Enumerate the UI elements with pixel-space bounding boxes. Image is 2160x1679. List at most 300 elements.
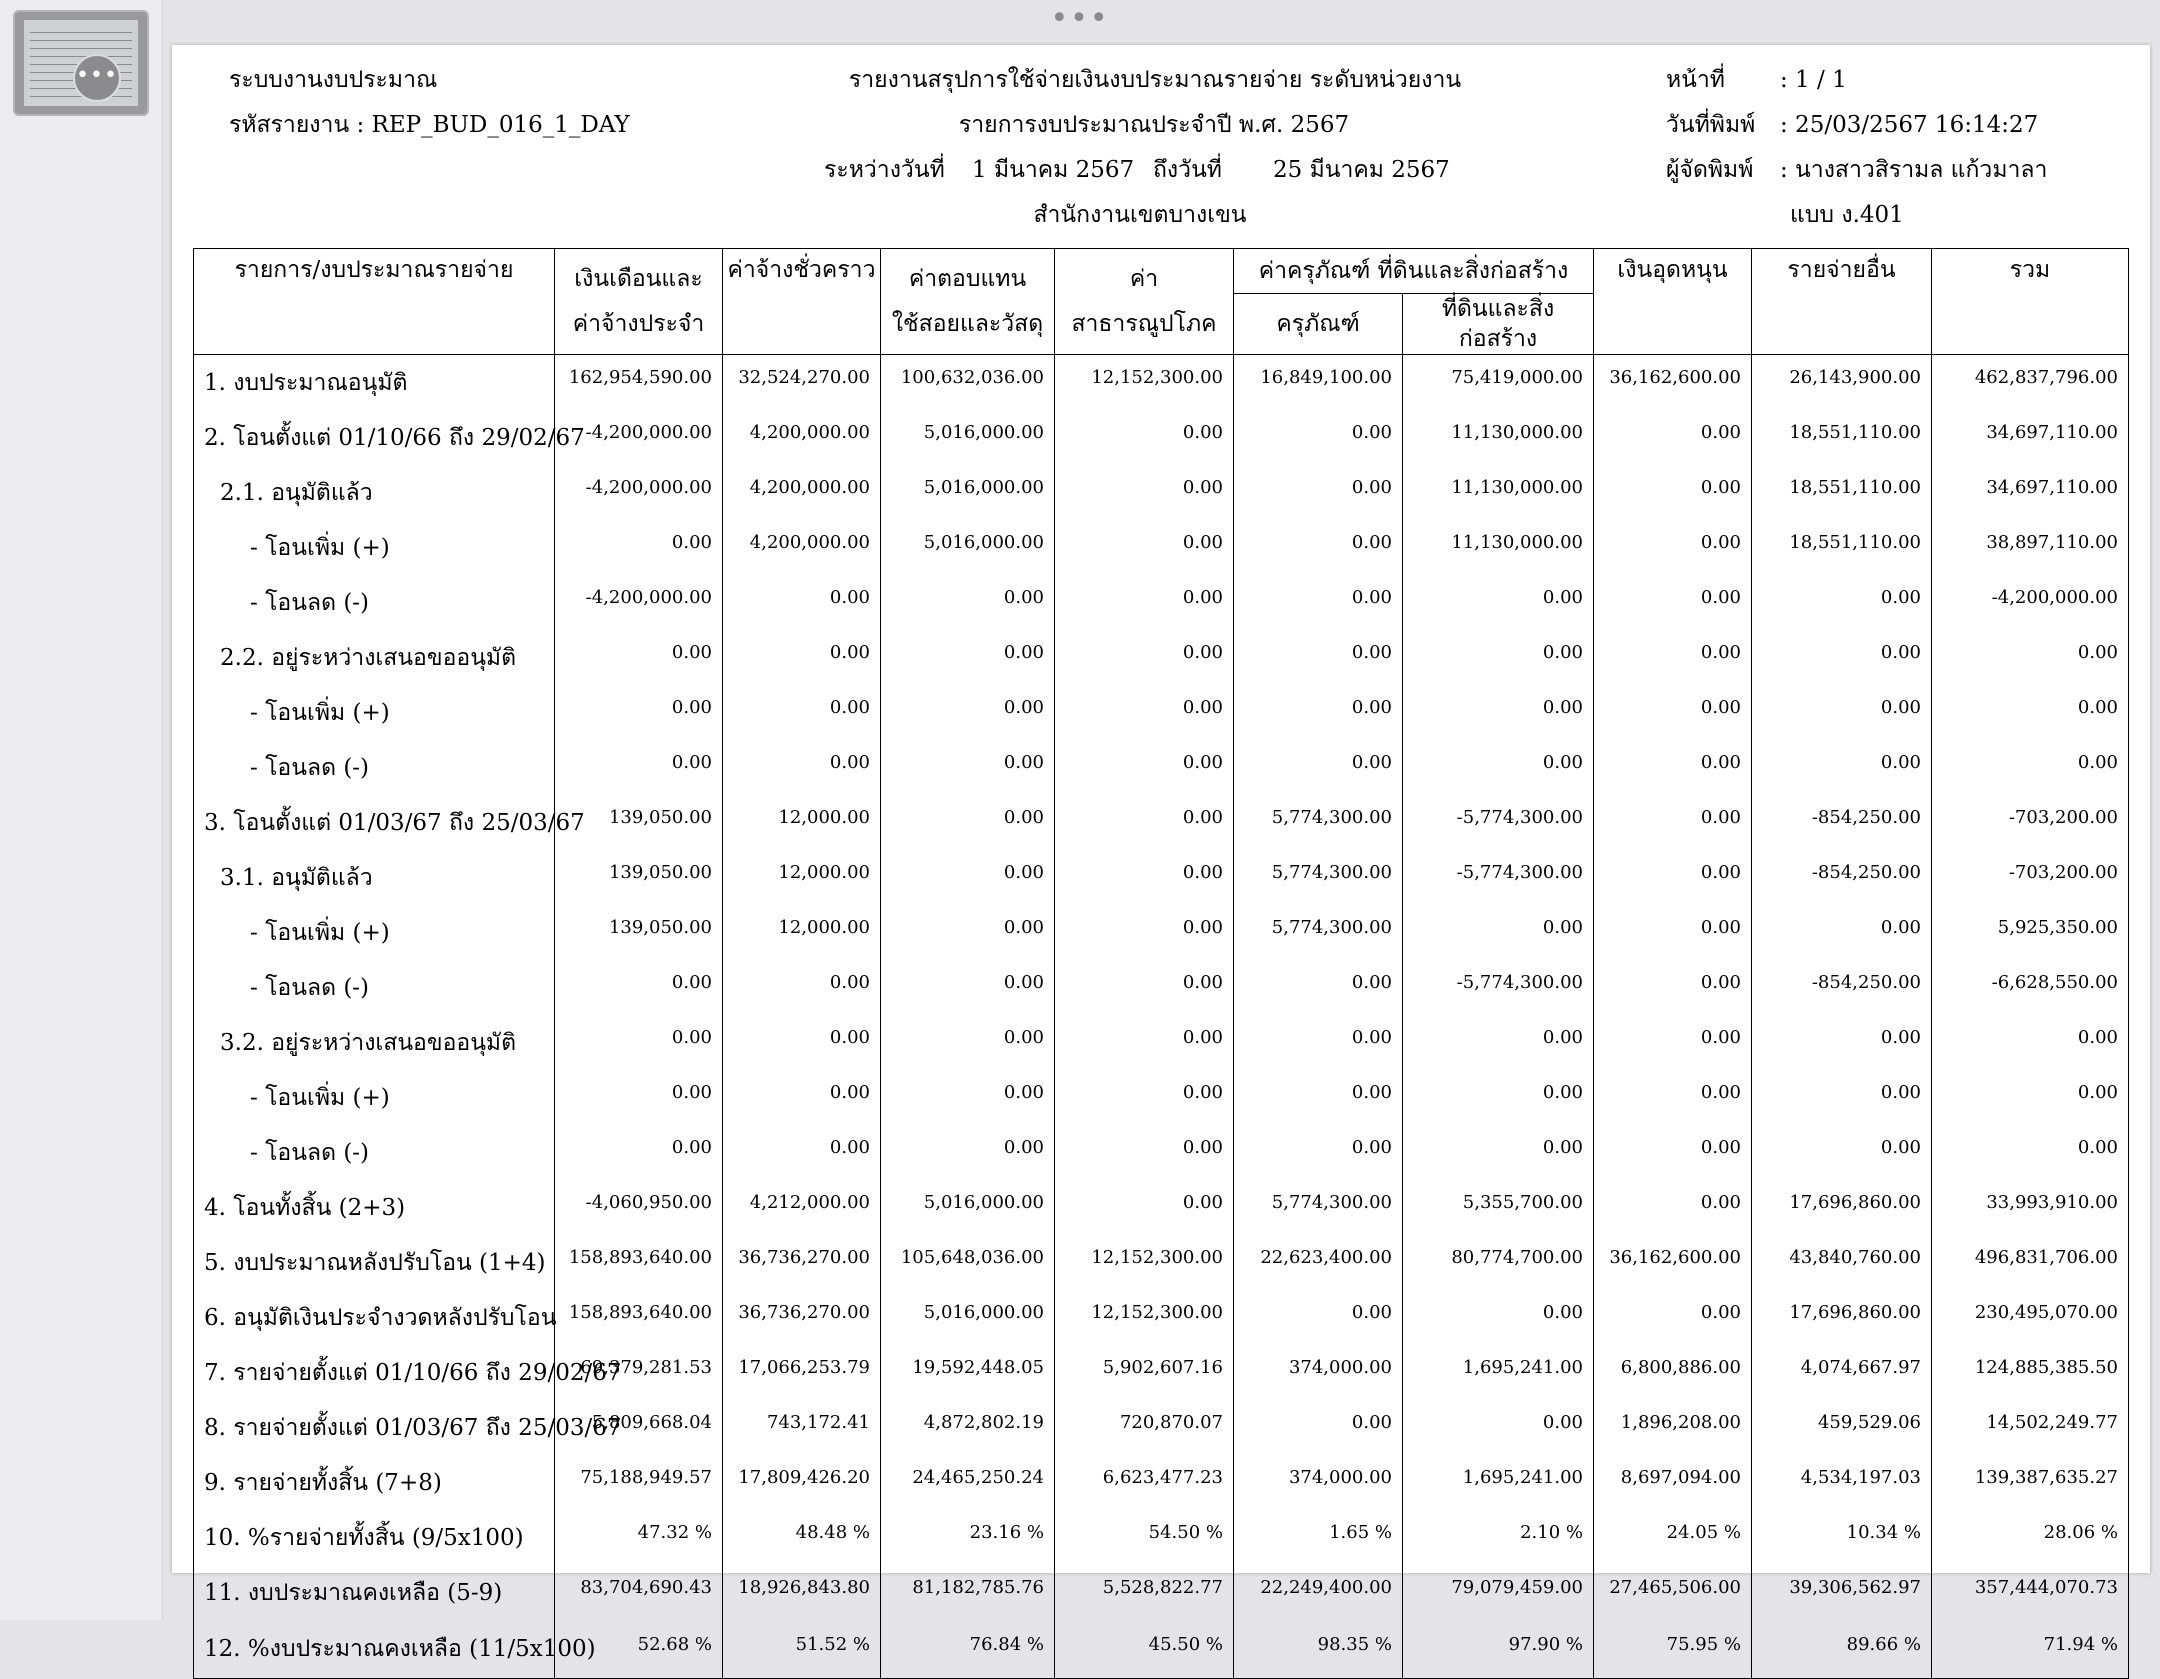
cell-compensation: 5,016,000.00 [881, 520, 1055, 575]
cell-subsidy: 0.00 [1594, 685, 1752, 740]
cell-other: 43,840,760.00 [1752, 1235, 1932, 1290]
print-date-value: : 25/03/2567 16:14:27 [1780, 112, 2039, 138]
cell-compensation: 0.00 [881, 630, 1055, 685]
cell-other: 0.00 [1752, 740, 1932, 795]
row-label: - โอนลด (-) [194, 740, 555, 795]
cell-salary: 0.00 [555, 960, 723, 1015]
cell-durable: 5,774,300.00 [1234, 905, 1403, 960]
cell-land: 5,355,700.00 [1403, 1180, 1594, 1235]
table-row [194, 1345, 2129, 1400]
cell-durable: 374,000.00 [1234, 1455, 1403, 1510]
page-label: หน้าที่ [1666, 67, 1725, 93]
header-temp-wage: ค่าจ้างชั่วคราว [723, 249, 881, 355]
cell-durable: 0.00 [1234, 465, 1403, 520]
cell-land: 0.00 [1403, 1290, 1594, 1345]
cell-durable: 0.00 [1234, 1400, 1403, 1455]
cell-temp-wage: 17,809,426.20 [723, 1455, 881, 1510]
cell-utilities: 0.00 [1055, 740, 1234, 795]
cell-land: 80,774,700.00 [1403, 1235, 1594, 1290]
cell-total: 38,897,110.00 [1932, 520, 2129, 575]
row-label: 3.1. อนุมัติแล้ว [194, 850, 555, 905]
cell-land: 11,130,000.00 [1403, 465, 1594, 520]
cell-salary: 139,050.00 [555, 905, 723, 960]
cell-land: 0.00 [1403, 905, 1594, 960]
cell-utilities: 0.00 [1055, 575, 1234, 630]
header-salary-line2: ค่าจ้างประจำ [572, 311, 705, 337]
table-row [194, 630, 2129, 685]
table-row [194, 1290, 2129, 1345]
table-row [194, 1015, 2129, 1070]
table-row [194, 410, 2129, 465]
cell-salary: 69,379,281.53 [555, 1345, 723, 1400]
cell-total: 5,925,350.00 [1932, 905, 2129, 960]
cell-utilities: 54.50 % [1055, 1510, 1234, 1565]
cell-total: 462,837,796.00 [1932, 355, 2129, 411]
row-label: - โอนเพิ่ม (+) [194, 1070, 555, 1125]
cell-temp-wage: 4,200,000.00 [723, 410, 881, 465]
cell-temp-wage: 18,926,843.80 [723, 1565, 881, 1620]
cell-compensation: 0.00 [881, 850, 1055, 905]
printer-value: : นางสาวสิรามล แก้วมาลา [1780, 157, 2048, 183]
cell-salary: 0.00 [555, 630, 723, 685]
cell-durable: 22,249,400.00 [1234, 1565, 1403, 1620]
print-date-label: วันที่พิมพ์ [1666, 112, 1756, 138]
cell-compensation: 0.00 [881, 685, 1055, 740]
row-label: 10. %รายจ่ายทั้งสิ้น (9/5x100) [194, 1510, 555, 1565]
cell-subsidy: 0.00 [1594, 960, 1752, 1015]
cell-subsidy: 0.00 [1594, 410, 1752, 465]
cell-utilities: 0.00 [1055, 850, 1234, 905]
printer-label: ผู้จัดพิมพ์ [1666, 157, 1754, 183]
cell-durable: 0.00 [1234, 520, 1403, 575]
cell-utilities: 0.00 [1055, 960, 1234, 1015]
header-compensation-line2: ใช้สอยและวัสดุ [891, 311, 1044, 337]
thumbnail-sidebar [0, 0, 163, 1620]
table-row [194, 1510, 2129, 1565]
cell-durable: 0.00 [1234, 1125, 1403, 1180]
cell-durable: 98.35 % [1234, 1620, 1403, 1679]
table-row [194, 575, 2129, 630]
cell-salary: 0.00 [555, 685, 723, 740]
cell-salary: 75,188,949.57 [555, 1455, 723, 1510]
cell-durable: 22,623,400.00 [1234, 1235, 1403, 1290]
cell-temp-wage: 36,736,270.00 [723, 1290, 881, 1345]
cell-land: 0.00 [1403, 1015, 1594, 1070]
cell-temp-wage: 51.52 % [723, 1620, 881, 1679]
cell-land: 0.00 [1403, 685, 1594, 740]
cell-salary: 0.00 [555, 1070, 723, 1125]
cell-durable: 5,774,300.00 [1234, 1180, 1403, 1235]
cell-other: 4,074,667.97 [1752, 1345, 1932, 1400]
cell-subsidy: 27,465,506.00 [1594, 1565, 1752, 1620]
cell-compensation: 0.00 [881, 905, 1055, 960]
cell-total: -703,200.00 [1932, 795, 2129, 850]
cell-temp-wage: 12,000.00 [723, 795, 881, 850]
cell-total: 28.06 % [1932, 1510, 2129, 1565]
cell-total: -4,200,000.00 [1932, 575, 2129, 630]
cell-land: 1,695,241.00 [1403, 1345, 1594, 1400]
cell-total: 139,387,635.27 [1932, 1455, 2129, 1510]
cell-durable: 0.00 [1234, 740, 1403, 795]
row-label: 3. โอนตั้งแต่ 01/03/67 ถึง 25/03/67 [194, 795, 555, 850]
table-body [194, 355, 2129, 1679]
cell-salary: 83,704,690.43 [555, 1565, 723, 1620]
cell-subsidy: 8,697,094.00 [1594, 1455, 1752, 1510]
cell-durable: 0.00 [1234, 960, 1403, 1015]
cell-compensation: 4,872,802.19 [881, 1400, 1055, 1455]
cell-total: 14,502,249.77 [1932, 1400, 2129, 1455]
cell-subsidy: 0.00 [1594, 740, 1752, 795]
system-name: ระบบงานงบประมาณ [229, 67, 438, 93]
table-row [194, 1400, 2129, 1455]
cell-other: 17,696,860.00 [1752, 1180, 1932, 1235]
cell-durable: 0.00 [1234, 1015, 1403, 1070]
cell-salary: 162,954,590.00 [555, 355, 723, 411]
cell-total: 357,444,070.73 [1932, 1565, 2129, 1620]
cell-total: 0.00 [1932, 740, 2129, 795]
cell-utilities: 5,528,822.77 [1055, 1565, 1234, 1620]
cell-utilities: 0.00 [1055, 905, 1234, 960]
cell-subsidy: 6,800,886.00 [1594, 1345, 1752, 1400]
cell-salary: -4,200,000.00 [555, 575, 723, 630]
cell-salary: -4,200,000.00 [555, 465, 723, 520]
row-label: 5. งบประมาณหลังปรับโอน (1+4) [194, 1235, 555, 1290]
cell-total: 124,885,385.50 [1932, 1345, 2129, 1400]
cell-compensation: 5,016,000.00 [881, 465, 1055, 520]
cell-utilities: 12,152,300.00 [1055, 1290, 1234, 1345]
period-from: 1 มีนาคม 2567 [972, 157, 1135, 183]
cell-land: 11,130,000.00 [1403, 410, 1594, 465]
cell-salary: -4,060,950.00 [555, 1180, 723, 1235]
cell-compensation: 105,648,036.00 [881, 1235, 1055, 1290]
cell-compensation: 19,592,448.05 [881, 1345, 1055, 1400]
table-row [194, 1180, 2129, 1235]
report-title: รายงานสรุปการใช้จ่ายเงินงบประมาณรายจ่าย ระดับหน่วยงาน [848, 67, 1462, 93]
more-options-icon[interactable]: ••• [73, 54, 121, 102]
table-row [194, 1455, 2129, 1510]
cell-durable: 5,774,300.00 [1234, 795, 1403, 850]
table-row [194, 1565, 2129, 1620]
cell-utilities: 12,152,300.00 [1055, 1235, 1234, 1290]
cell-utilities: 0.00 [1055, 685, 1234, 740]
row-label: 2. โอนตั้งแต่ 01/10/66 ถึง 29/02/67 [194, 410, 555, 465]
row-label: 2.1. อนุมัติแล้ว [194, 465, 555, 520]
cell-land: 0.00 [1403, 1070, 1594, 1125]
row-label: - โอนเพิ่ม (+) [194, 520, 555, 575]
cell-temp-wage: 0.00 [723, 1015, 881, 1070]
cell-land: 75,419,000.00 [1403, 355, 1594, 411]
cell-other: -854,250.00 [1752, 960, 1932, 1015]
cell-subsidy: 36,162,600.00 [1594, 355, 1752, 411]
cell-subsidy: 0.00 [1594, 1070, 1752, 1125]
header-durable-group: ค่าครุภัณฑ์ ที่ดินและสิ่งก่อสร้าง [1234, 249, 1594, 294]
header-utilities [1055, 249, 1234, 355]
header-salary-line1: เงินเดือนและ [574, 266, 703, 292]
cell-salary: 139,050.00 [555, 795, 723, 850]
cell-subsidy: 0.00 [1594, 850, 1752, 905]
cell-land: 0.00 [1403, 1125, 1594, 1180]
cell-salary: 0.00 [555, 1015, 723, 1070]
report-subtitle: รายการงบประมาณประจำปี พ.ศ. 2567 [958, 112, 1350, 138]
cell-other: 4,534,197.03 [1752, 1455, 1932, 1510]
header-salary [555, 249, 723, 355]
cell-other: 0.00 [1752, 905, 1932, 960]
cell-land: 79,079,459.00 [1403, 1565, 1594, 1620]
cell-durable: 374,000.00 [1234, 1345, 1403, 1400]
header-compensation-line1: ค่าตอบแทน [908, 266, 1027, 292]
cell-other: -854,250.00 [1752, 795, 1932, 850]
cell-land: 0.00 [1403, 575, 1594, 630]
cell-temp-wage: 4,200,000.00 [723, 520, 881, 575]
page-value: : 1 / 1 [1780, 67, 1847, 93]
cell-salary: 139,050.00 [555, 850, 723, 905]
cell-salary: 52.68 % [555, 1620, 723, 1679]
cell-other: 0.00 [1752, 1125, 1932, 1180]
cell-compensation: 81,182,785.76 [881, 1565, 1055, 1620]
cell-total: 33,993,910.00 [1932, 1180, 2129, 1235]
cell-utilities: 720,870.07 [1055, 1400, 1234, 1455]
table-row [194, 1125, 2129, 1180]
cell-subsidy: 0.00 [1594, 465, 1752, 520]
table-row [194, 685, 2129, 740]
cell-other: 0.00 [1752, 630, 1932, 685]
cell-other: 0.00 [1752, 1015, 1932, 1070]
cell-other: 17,696,860.00 [1752, 1290, 1932, 1345]
cell-utilities: 0.00 [1055, 410, 1234, 465]
cell-subsidy: 0.00 [1594, 1290, 1752, 1345]
cell-durable: 5,774,300.00 [1234, 850, 1403, 905]
header-compensation [881, 249, 1055, 355]
header-item: รายการ/งบประมาณรายจ่าย [194, 249, 555, 355]
header-land: ที่ดินและสิ่งก่อสร้าง [1403, 294, 1594, 355]
header-durable: ครุภัณฑ์ [1234, 294, 1403, 355]
cell-land: 97.90 % [1403, 1620, 1594, 1679]
table-row [194, 740, 2129, 795]
cell-utilities: 45.50 % [1055, 1620, 1234, 1679]
cell-other: 0.00 [1752, 575, 1932, 630]
cell-temp-wage: 36,736,270.00 [723, 1235, 881, 1290]
cell-compensation: 0.00 [881, 575, 1055, 630]
cell-other: -854,250.00 [1752, 850, 1932, 905]
row-label: 6. อนุมัติเงินประจำงวดหลังปรับโอน [194, 1290, 555, 1345]
cell-durable: 1.65 % [1234, 1510, 1403, 1565]
table-row [194, 1235, 2129, 1290]
row-label: 1. งบประมาณอนุมัติ [194, 355, 555, 411]
row-label: - โอนเพิ่ม (+) [194, 685, 555, 740]
cell-other: 459,529.06 [1752, 1400, 1932, 1455]
cell-temp-wage: 48.48 % [723, 1510, 881, 1565]
cell-compensation: 23.16 % [881, 1510, 1055, 1565]
cell-salary: 5,809,668.04 [555, 1400, 723, 1455]
cell-other: 18,551,110.00 [1752, 410, 1932, 465]
cell-subsidy: 0.00 [1594, 905, 1752, 960]
cell-temp-wage: 743,172.41 [723, 1400, 881, 1455]
row-label: - โอนลด (-) [194, 1125, 555, 1180]
cell-land: 0.00 [1403, 740, 1594, 795]
row-label: 11. งบประมาณคงเหลือ (5-9) [194, 1565, 555, 1620]
cell-temp-wage: 0.00 [723, 1125, 881, 1180]
cell-land: 0.00 [1403, 1400, 1594, 1455]
cell-salary: -4,200,000.00 [555, 410, 723, 465]
cell-durable: 0.00 [1234, 630, 1403, 685]
cell-land: -5,774,300.00 [1403, 850, 1594, 905]
cell-utilities: 0.00 [1055, 795, 1234, 850]
cell-utilities: 0.00 [1055, 630, 1234, 685]
cell-subsidy: 0.00 [1594, 1015, 1752, 1070]
cell-compensation: 0.00 [881, 795, 1055, 850]
cell-utilities: 0.00 [1055, 465, 1234, 520]
cell-subsidy: 36,162,600.00 [1594, 1235, 1752, 1290]
cell-compensation: 5,016,000.00 [881, 1180, 1055, 1235]
cell-land: 1,695,241.00 [1403, 1455, 1594, 1510]
cell-utilities: 0.00 [1055, 1180, 1234, 1235]
header-other: รายจ่ายอื่น [1752, 249, 1932, 355]
window-options-icon[interactable]: ••• [1050, 1, 1110, 36]
cell-temp-wage: 0.00 [723, 960, 881, 1015]
cell-temp-wage: 0.00 [723, 740, 881, 795]
row-label: 9. รายจ่ายทั้งสิ้น (7+8) [194, 1455, 555, 1510]
table-row [194, 465, 2129, 520]
cell-utilities: 0.00 [1055, 520, 1234, 575]
period-to-label: ถึงวันที่ [1153, 157, 1222, 183]
form-code: แบบ ง.401 [1790, 202, 1904, 228]
cell-total: 0.00 [1932, 630, 2129, 685]
cell-total: 230,495,070.00 [1932, 1290, 2129, 1345]
office-name: สำนักงานเขตบางเขน [1033, 202, 1247, 228]
row-label: - โอนเพิ่ม (+) [194, 905, 555, 960]
cell-compensation: 0.00 [881, 960, 1055, 1015]
cell-temp-wage: 0.00 [723, 630, 881, 685]
cell-compensation: 24,465,250.24 [881, 1455, 1055, 1510]
cell-land: -5,774,300.00 [1403, 960, 1594, 1015]
budget-table [193, 248, 2129, 1679]
cell-total: 496,831,706.00 [1932, 1235, 2129, 1290]
cell-compensation: 0.00 [881, 1125, 1055, 1180]
cell-subsidy: 24.05 % [1594, 1510, 1752, 1565]
cell-compensation: 76.84 % [881, 1620, 1055, 1679]
cell-compensation: 0.00 [881, 740, 1055, 795]
table-row [194, 850, 2129, 905]
page-thumbnail[interactable] [13, 10, 149, 116]
cell-other: 89.66 % [1752, 1620, 1932, 1679]
cell-subsidy: 0.00 [1594, 575, 1752, 630]
period-from-label: ระหว่างวันที่ [824, 157, 945, 183]
cell-salary: 47.32 % [555, 1510, 723, 1565]
cell-temp-wage: 0.00 [723, 575, 881, 630]
report-page [172, 45, 2150, 1662]
cell-subsidy: 1,896,208.00 [1594, 1400, 1752, 1455]
cell-subsidy: 0.00 [1594, 1180, 1752, 1235]
cell-temp-wage: 17,066,253.79 [723, 1345, 881, 1400]
cell-durable: 16,849,100.00 [1234, 355, 1403, 411]
cell-land: 2.10 % [1403, 1510, 1594, 1565]
cell-temp-wage: 12,000.00 [723, 905, 881, 960]
cell-subsidy: 0.00 [1594, 795, 1752, 850]
cell-salary: 0.00 [555, 1125, 723, 1180]
table-row [194, 355, 2129, 411]
table-row [194, 960, 2129, 1015]
cell-total: 0.00 [1932, 1125, 2129, 1180]
table-row [194, 520, 2129, 575]
cell-temp-wage: 32,524,270.00 [723, 355, 881, 411]
cell-subsidy: 75.95 % [1594, 1620, 1752, 1679]
cell-durable: 0.00 [1234, 575, 1403, 630]
cell-salary: 0.00 [555, 520, 723, 575]
cell-land: -5,774,300.00 [1403, 795, 1594, 850]
cell-other: 26,143,900.00 [1752, 355, 1932, 411]
cell-compensation: 5,016,000.00 [881, 1290, 1055, 1345]
cell-other: 0.00 [1752, 1070, 1932, 1125]
cell-total: 0.00 [1932, 685, 2129, 740]
cell-utilities: 0.00 [1055, 1015, 1234, 1070]
row-label: - โอนลด (-) [194, 960, 555, 1015]
header-subsidy: เงินอุดหนุน [1594, 249, 1752, 355]
report-code: รหัสรายงาน : REP_BUD_016_1_DAY [229, 112, 630, 138]
header-utilities-line1: ค่า [1129, 266, 1159, 292]
cell-temp-wage: 0.00 [723, 685, 881, 740]
cell-other: 18,551,110.00 [1752, 465, 1932, 520]
cell-other: 0.00 [1752, 685, 1932, 740]
cell-other: 10.34 % [1752, 1510, 1932, 1565]
cell-total: 0.00 [1932, 1015, 2129, 1070]
cell-utilities: 12,152,300.00 [1055, 355, 1234, 411]
cell-durable: 0.00 [1234, 1290, 1403, 1345]
cell-temp-wage: 0.00 [723, 1070, 881, 1125]
cell-compensation: 100,632,036.00 [881, 355, 1055, 411]
cell-durable: 0.00 [1234, 1070, 1403, 1125]
cell-temp-wage: 12,000.00 [723, 850, 881, 905]
table-row [194, 1620, 2129, 1679]
row-label: - โอนลด (-) [194, 575, 555, 630]
cell-salary: 158,893,640.00 [555, 1290, 723, 1345]
cell-compensation: 0.00 [881, 1015, 1055, 1070]
cell-total: 34,697,110.00 [1932, 465, 2129, 520]
cell-total: -703,200.00 [1932, 850, 2129, 905]
row-label: 2.2. อยู่ระหว่างเสนอขออนุมัติ [194, 630, 555, 685]
cell-utilities: 0.00 [1055, 1125, 1234, 1180]
table-row [194, 1070, 2129, 1125]
cell-compensation: 5,016,000.00 [881, 410, 1055, 465]
table-row [194, 905, 2129, 960]
cell-subsidy: 0.00 [1594, 1125, 1752, 1180]
row-label: 3.2. อยู่ระหว่างเสนอขออนุมัติ [194, 1015, 555, 1070]
cell-total: 0.00 [1932, 1070, 2129, 1125]
cell-other: 39,306,562.97 [1752, 1565, 1932, 1620]
cell-subsidy: 0.00 [1594, 520, 1752, 575]
cell-other: 18,551,110.00 [1752, 520, 1932, 575]
table-row [194, 795, 2129, 850]
cell-subsidy: 0.00 [1594, 630, 1752, 685]
cell-durable: 0.00 [1234, 685, 1403, 740]
cell-total: 34,697,110.00 [1932, 410, 2129, 465]
cell-utilities: 6,623,477.23 [1055, 1455, 1234, 1510]
cell-temp-wage: 4,212,000.00 [723, 1180, 881, 1235]
cell-utilities: 0.00 [1055, 1070, 1234, 1125]
header-utilities-line2: สาธารณูปโภค [1071, 311, 1217, 337]
cell-salary: 0.00 [555, 740, 723, 795]
row-label: 8. รายจ่ายตั้งแต่ 01/03/67 ถึง 25/03/67 [194, 1400, 555, 1455]
row-label: 12. %งบประมาณคงเหลือ (11/5x100) [194, 1620, 555, 1679]
cell-total: -6,628,550.00 [1932, 960, 2129, 1015]
row-label: 7. รายจ่ายตั้งแต่ 01/10/66 ถึง 29/02/67 [194, 1345, 555, 1400]
header-total: รวม [1932, 249, 2129, 355]
cell-land: 11,130,000.00 [1403, 520, 1594, 575]
cell-durable: 0.00 [1234, 410, 1403, 465]
period-to: 25 มีนาคม 2567 [1273, 157, 1450, 183]
cell-total: 71.94 % [1932, 1620, 2129, 1679]
row-label: 4. โอนทั้งสิ้น (2+3) [194, 1180, 555, 1235]
cell-compensation: 0.00 [881, 1070, 1055, 1125]
